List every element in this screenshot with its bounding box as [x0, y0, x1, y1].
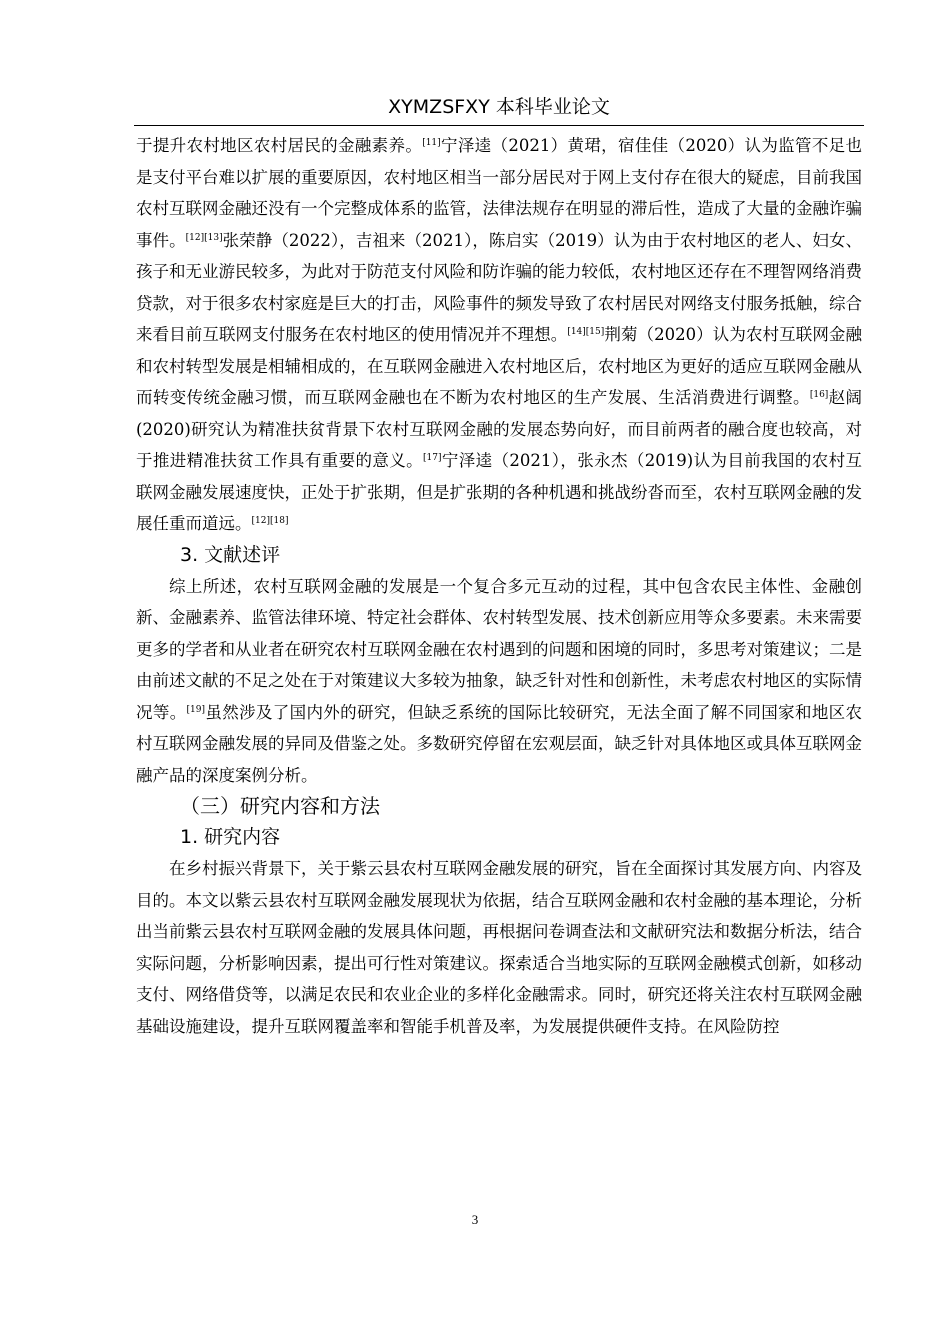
header-divider	[134, 125, 864, 126]
citation-ref: [19]	[186, 704, 206, 715]
paragraph-literature-domestic	[136, 130, 862, 540]
citation-ref: [17]	[422, 453, 442, 463]
page-header: XYMZSFXY 本科毕业论文	[388, 96, 610, 118]
paragraph-literature-review	[136, 571, 862, 792]
citation-ref: [16]	[809, 390, 829, 400]
heading-literature-review: 3. 文献述评	[180, 543, 281, 566]
text-run: 于提升农村地区农村居民的金融素养。	[136, 136, 423, 155]
text-run: 荆菊（2020）认为农村互联网金融和农村转型发展是相辅相成的，在互联网金融进入农村地区后，农村地区为更好的适应互联网金融从而转变传统金融习惯，而互联网金融也在不断为农村地区的生产发展、生活消费进行调整。	[136, 325, 862, 407]
heading-research-content: 1. 研究内容	[180, 826, 281, 848]
citation-ref: [14][15]	[567, 327, 605, 337]
text-run: 宁泽逵（2021），张永杰（2019)认为目前我国的农村互联网金融发展速度快，正处于扩张期，但是扩张期的各种机遇和挑战纷沓而至，农村互联网金融的发展任重而道远。	[136, 451, 863, 533]
text-run: 虽然涉及了国内外的研究，但缺乏系统的国际比较研究，无法全面了解不同国家和地区农村互联网金融发展的异同及借鉴之处。多数研究停留在宏观层面，缺乏针对具体地区或具体互联网金融产品的深度案例分析。	[136, 702, 863, 785]
text-run: 宁泽逵（2021）黄珺，宿佳佳（2020）认为监管不足也是支付平台难以扩展的重要原因，农村地区相当一部分居民对于网上支付存在很大的疑虑，目前我国农村互联网金融还没有一个完整成体系的监管，法律法规存在明显的滞后性，造成了大量的金融诈骗事件。	[136, 136, 863, 250]
text-run: 张荣静（2022），吉祖来（2021），陈启实（2019）认为由于农村地区的老人、妇女、孩子和无业游民较多，为此对于防范支付风险和防诈骗的能力较低，农村地区还存在不理智网络消费贷款，对于很多农村家庭是巨大的打击，风险事件的频发导致了农村居民对网络支付服务抵触，综合来看目前互联网支付服务在农村地区的使用情况并不理想。	[136, 230, 862, 344]
citation-ref: [12][18]	[251, 516, 289, 526]
paragraph-research-content: 在乡村振兴背景下，关于紫云县农村互联网金融发展的研究，旨在全面探讨其发展方向、内容及目的。本文以紫云县农村互联网金融发展现状为依据，结合互联网金融和农村金融的基本理论，分析出当前紫云县农村互联网金融的发展具体问题，再根据问卷调查法和文献研究法和数据分析法，结合实际问题，分析影响因素，提出可行性对策建议。探索适合当地实际的互联网金融模式创新，如移动支付、网络借贷等，以满足农民和农业企业的多样化金融需求。同时，研究还将关注农村互联网金融基础设施建设，提升互联网覆盖率和智能手机普及率，为发展提供硬件支持。在风险防控	[136, 859, 862, 1036]
text-run: 综上所述，农村互联网金融的发展是一个复合多元互动的过程，其中包含农民主体性、金融创新、金融素养、监管法律环境、特定社会群体、农村转型发展、技术创新应用等众多要素。未来需要更多的学者和从业者在研究农村互联网金融在农村遇到的问题和困境的同时，多思考对策建议；二是由前述文献的不足之处在于对策建议大多较为抽象，缺乏针对性和创新性，未考虑农村地区的实际情况等。	[136, 576, 862, 722]
page-number: 3	[471, 1212, 479, 1227]
heading-research-content-method: （三）研究内容和方法	[180, 794, 380, 818]
citation-ref: [11]	[422, 138, 441, 148]
page-body	[136, 130, 862, 1042]
citation-ref: [12][13]	[185, 232, 223, 243]
text-run: 赵阔(2020)研究认为精准扶贫背景下农村互联网金融的发展态势向好，而目前两者的融合度也较高，对于推进精准扶贫工作具有重要的意义。	[136, 388, 863, 470]
